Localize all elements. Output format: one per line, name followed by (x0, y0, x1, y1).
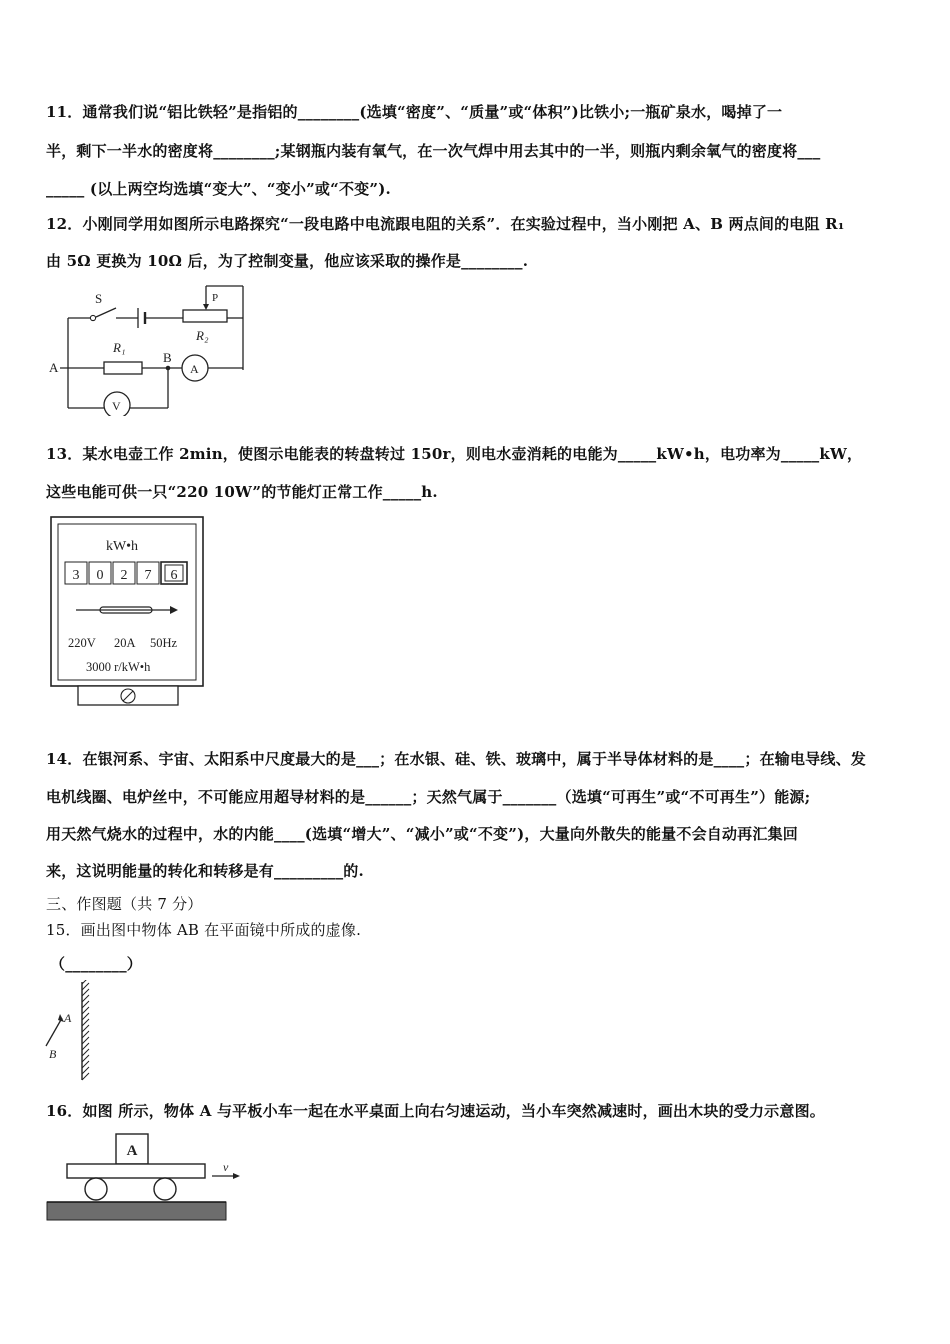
meter-digit-1: 3 (72, 568, 80, 583)
cart-platform (67, 1164, 205, 1178)
switch-label: S (95, 291, 103, 306)
meter-spec-current: 20A (114, 636, 136, 650)
meter-spec-voltage: 220V (68, 636, 96, 650)
r1-label: R₁ (113, 340, 126, 355)
meter-unit: kW•h (105, 539, 139, 554)
cart-wheel-left (85, 1178, 107, 1200)
slider-label: P (212, 292, 219, 304)
section-heading: 三、作图题（共 7 分） (46, 895, 203, 913)
q11-line-1: 11．通常我们说“铝比铁轻”是指铝的________(选填“密度”、“质量”或“体积”)比铁小;一瓶矿泉水，喝掉了一 (46, 103, 783, 121)
q11-line-3: _____ (以上两空均选填“变大”、“变小”或“不变”). (46, 180, 391, 198)
meter-digit-2: 0 (96, 568, 104, 583)
q15-answer-blank: （________） (50, 955, 143, 973)
point-b-label: B (49, 1047, 57, 1061)
q13-energy-meter (50, 516, 206, 708)
meter-digit-4: 7 (144, 568, 152, 583)
velocity-label: v (223, 1160, 229, 1174)
q12-line-2: 由 5Ω 更换为 10Ω 后，为了控制变量，他应该采取的操作是________. (46, 252, 529, 270)
q12-line-1: 12．小刚同学用如图所示电路探究“一段电路中电流跟电阻的关系”．在实验过程中，当小刚把 A、B 两点间的电阻 R₁ (46, 215, 845, 233)
meter-digit-5: 6 (170, 568, 178, 583)
block-label: A (126, 1143, 138, 1159)
q13-line-1: 13．某水电壶工作 2min，使图示电能表的转盘转过 150r，则电水壶消耗的电能为_____kW•h，电功率为_____kW， (46, 445, 863, 463)
q15-line-1: 15．画出图中物体 AB 在平面镜中所成的虚像. (46, 921, 362, 939)
switch-contact-icon (90, 315, 95, 320)
point-a-label: A (64, 1011, 72, 1025)
meter-rate: 3000 r/kW•h (86, 660, 151, 674)
meter-digit-3: 2 (120, 568, 128, 583)
q13-line-2: 这些电能可供一只“220 10W”的节能灯正常工作_____h. (46, 483, 438, 501)
q11-line-2: 半，剩下一半水的密度将________;某钢瓶内装有氧气，在一次气焊中用去其中的一半，则瓶内剩余氧气的密度将___ (46, 142, 821, 160)
q14-line-1: 14．在银河系、宇宙、太阳系中尺度最大的是___；在水银、硅、铁、玻璃中，属于半导体材料的是____；在输电导线、发 (46, 750, 866, 768)
r2-label: R₂ (196, 328, 209, 343)
node-a-label: A (49, 360, 59, 375)
ammeter-label: A (190, 362, 199, 376)
meter-spec-frequency: 50Hz (150, 636, 178, 650)
node-b-label: B (163, 350, 172, 365)
q14-line-3: 用天然气烧水的过程中，水的内能____(选填“增大”、“减小”或“不变”)，大量向外散失的能量不会自动再汇集回 (46, 825, 798, 843)
q14-line-4: 来，这说明能量的转化和转移是有_________的. (46, 862, 364, 880)
slider-arrow-icon (203, 304, 209, 310)
table-surface (47, 1202, 226, 1220)
q16-cart-diagram (46, 1130, 246, 1226)
q15-mirror-diagram (40, 980, 110, 1082)
q16-line-1: 16．如图 所示，物体 A 与平板小车一起在水平桌面上向右匀速运动，当小车突然减速时，画出木块的受力示意图。 (46, 1102, 825, 1120)
q14-line-2: 电机线圈、电炉丝中，不可能应用超导材料的是______；天然气属于_______（选填“可再生”或“不可再生”）能源; (46, 788, 811, 806)
q12-circuit-diagram (46, 284, 256, 416)
cart-wheel-right (154, 1178, 176, 1200)
velocity-arrow-icon (233, 1173, 240, 1179)
object-ab (46, 1018, 62, 1046)
voltmeter-label: V (112, 399, 121, 413)
